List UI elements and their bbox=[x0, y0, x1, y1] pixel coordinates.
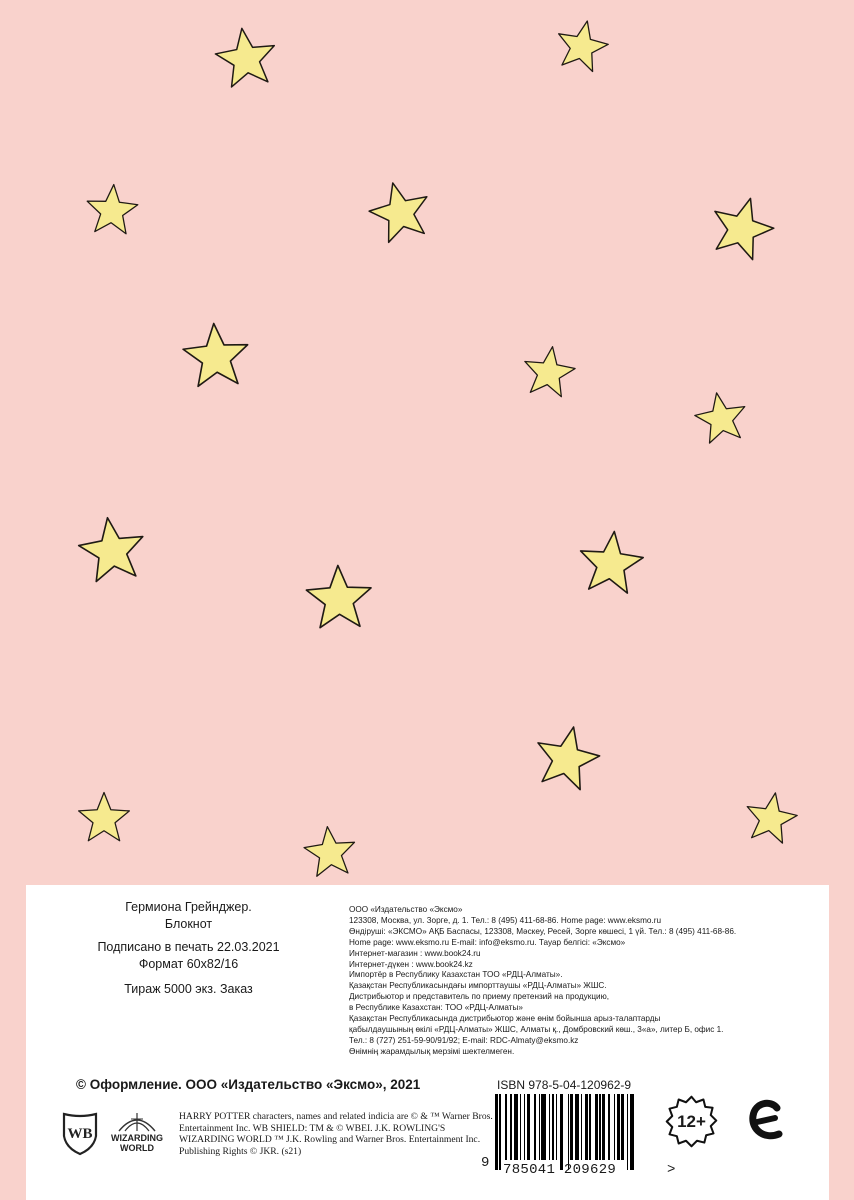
star-icon bbox=[75, 789, 133, 847]
barcode-bar bbox=[505, 1094, 506, 1160]
publisher-line: Интернет-магазин : www.book24.ru bbox=[349, 948, 481, 958]
barcode-bar bbox=[599, 1094, 600, 1160]
barcode-bar bbox=[527, 1094, 530, 1160]
barcode bbox=[481, 1094, 685, 1184]
wb-text: WB bbox=[67, 1126, 93, 1142]
barcode-bar bbox=[510, 1094, 513, 1160]
barcode-bar bbox=[570, 1094, 573, 1160]
barcode-bar bbox=[602, 1094, 605, 1160]
publisher-line: Интернет-дүкен : www.book24.kz bbox=[349, 959, 473, 969]
publisher-line: Өнімнің жарамдылық мерзімі шектелмеген. bbox=[349, 1046, 515, 1056]
star-icon bbox=[208, 20, 285, 97]
publisher-line: в Республике Казахстан: ТОО «РДЦ-Алматы» bbox=[349, 1003, 523, 1013]
barcode-bar bbox=[549, 1094, 550, 1160]
barcode-arrow: > bbox=[667, 1162, 676, 1178]
star-icon bbox=[359, 171, 441, 253]
barcode-bar bbox=[617, 1094, 620, 1160]
barcode-bar bbox=[499, 1094, 500, 1170]
barcode-bar bbox=[495, 1094, 498, 1170]
star-icon bbox=[81, 179, 143, 241]
publisher-line: қабылдаушының өкілі «РДЦ-Алматы» ЖШС, Алматы қ., Домбровский көш., 3«а», литер Б, офис 1. bbox=[349, 1024, 724, 1034]
barcode-bar bbox=[627, 1094, 628, 1170]
star-icon bbox=[548, 12, 617, 81]
star-icon bbox=[737, 784, 804, 851]
publisher-line: Қазақстан Республикасындағы импорттаушы «РДЦ-Алматы» ЖШС. bbox=[349, 981, 607, 991]
publisher-line: ООО «Издательство «Эксмо» bbox=[349, 905, 463, 914]
trademark-notice: HARRY POTTER characters, names and related indicia are © & ™ Warner Bros. Entertainment Inc. WB SHIELD: TM & © WBEI. J.K. ROWLING'S WIZARDING WORLD ™ J.K. Rowling and Warner Bros. Entertainment Inc. Publishing Rights © JKR. (s21) bbox=[179, 1111, 493, 1157]
imprint-panel bbox=[26, 885, 829, 1200]
copyright-line: © Оформление. ООО «Издательство «Эксмо», 2021 bbox=[76, 1077, 421, 1092]
publisher-line: Қазақстан Республикасында дистрибьютор және өнім бойынша арыз-талаптарды bbox=[349, 1014, 661, 1024]
publisher-info bbox=[349, 905, 819, 1058]
eksmo-logo-icon bbox=[741, 1092, 791, 1152]
barcode-bar bbox=[560, 1094, 563, 1170]
wizarding-world-line2: WORLD bbox=[120, 1143, 154, 1153]
star-icon bbox=[571, 523, 650, 602]
barcode-bar bbox=[589, 1094, 590, 1160]
star-icon bbox=[298, 820, 362, 884]
wizarding-world-icon bbox=[108, 1111, 166, 1159]
star-icon bbox=[301, 560, 378, 637]
book-format: Формат 60х82/16 bbox=[138, 957, 239, 971]
wb-shield-icon bbox=[60, 1110, 100, 1156]
publisher-line: Тел.: 8 (727) 251-59-90/91/92; E-mail: RDC-Almaty@eksmo.kz bbox=[349, 1035, 579, 1045]
publisher-line: 123308, Москва, ул. Зорге, д. 1. Тел.: 8 (495) 411-68-86. Home page: www.eksmo.ru bbox=[349, 915, 662, 925]
barcode-bar bbox=[520, 1094, 521, 1160]
star-icon bbox=[516, 339, 582, 405]
age-rating-text: 12+ bbox=[677, 1111, 706, 1131]
barcode-first-digit: 9 bbox=[481, 1155, 490, 1171]
barcode-bar bbox=[539, 1094, 540, 1160]
barcode-bar bbox=[534, 1094, 535, 1160]
publisher-line: Дистрибьютор и представитель по приему претензий на продукцию, bbox=[349, 992, 609, 1002]
barcode-bar bbox=[568, 1094, 569, 1170]
star-icon bbox=[70, 508, 154, 592]
book-title-line1: Гермиона Грейнджер. bbox=[125, 900, 252, 914]
barcode-bar bbox=[556, 1094, 557, 1160]
star-icon bbox=[687, 384, 754, 451]
isbn: ISBN 978-5-04-120962-9 bbox=[497, 1078, 632, 1092]
publisher-line: Импортёр в Республику Казахстан ТОО «РДЦ-Алматы». bbox=[349, 970, 563, 980]
star-icon bbox=[177, 317, 256, 396]
barcode-bar bbox=[585, 1094, 588, 1160]
barcode-bars bbox=[495, 1094, 663, 1164]
barcode-bar bbox=[614, 1094, 615, 1160]
barcode-bar bbox=[581, 1094, 582, 1160]
age-rating-badge-icon bbox=[664, 1094, 719, 1149]
print-run: Тираж 5000 экз. Заказ bbox=[124, 982, 253, 996]
barcode-bar bbox=[514, 1094, 518, 1160]
wizarding-world-line1: WIZARDING bbox=[111, 1133, 163, 1143]
publisher-line: Өндіруші: «ЭКСМО» АҚБ Баспасы, 123308, Мәскеу, Ресей, Зорге көшесі, 1 үй. Тел.: 8 (495) 411-68-86. bbox=[349, 926, 737, 936]
barcode-bar bbox=[608, 1094, 609, 1160]
star-icon bbox=[524, 715, 609, 800]
barcode-digits: 785041 209629 bbox=[503, 1162, 617, 1178]
barcode-bar bbox=[552, 1094, 555, 1160]
barcode-bar bbox=[621, 1094, 624, 1160]
book-title-line2: Блокнот bbox=[164, 917, 213, 931]
barcode-bar bbox=[630, 1094, 634, 1170]
barcode-bar bbox=[524, 1094, 525, 1160]
signed-date: Подписано в печать 22.03.2021 bbox=[97, 940, 280, 954]
barcode-bar bbox=[541, 1094, 545, 1160]
barcode-bar bbox=[575, 1094, 579, 1160]
publisher-line: Home page: www.eksmo.ru E-mail: info@eksmo.ru. Тауар белгісі: «Эксмо» bbox=[349, 937, 626, 947]
star-icon bbox=[699, 185, 786, 272]
book-info bbox=[26, 885, 351, 998]
barcode-bar bbox=[595, 1094, 598, 1160]
